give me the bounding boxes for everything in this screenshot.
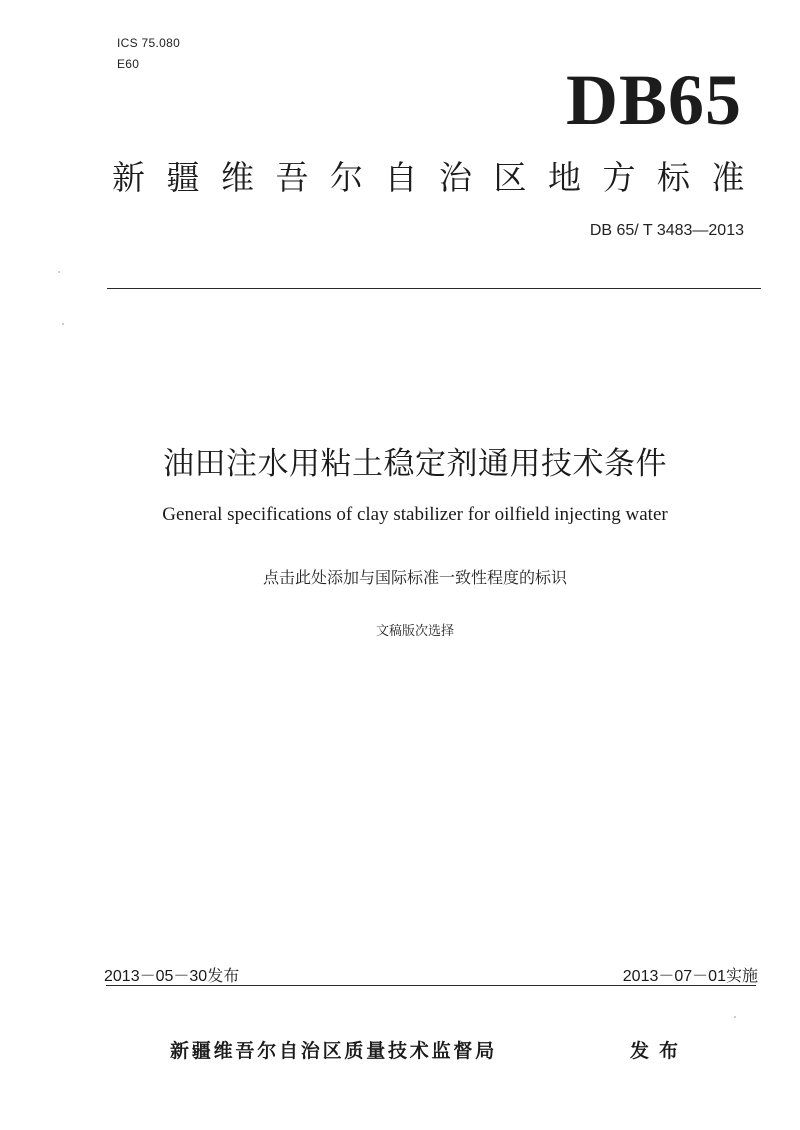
consistency-note: 点击此处添加与国际标准一致性程度的标识 — [262, 568, 567, 587]
publish-label: 发布 — [630, 1040, 689, 1062]
issue-date: 2013－05－30 — [104, 968, 208, 985]
document-title-chinese: 油田注水用粘土稳定剂通用技术条件 — [163, 446, 667, 482]
scan-speck — [62, 323, 64, 325]
issue-date-line — [104, 963, 239, 986]
document-title-english: General specifications of clay stabilizer for oilfield injecting water — [162, 504, 668, 525]
bottom-divider — [106, 985, 756, 986]
draft-version: 文稿版次选择 — [375, 624, 454, 639]
implementation-date: 2013－07－01 — [622, 968, 726, 985]
implementation-date-line — [623, 963, 758, 986]
standard-category-title: 新疆维吾尔自治区地方标准 — [112, 158, 766, 197]
scan-speck — [734, 1016, 736, 1018]
standard-code-logo: DB65 — [565, 60, 742, 140]
issue-label: 发布 — [207, 966, 240, 985]
scan-speck — [58, 271, 60, 273]
issuing-authority: 新疆维吾尔自治区质量技术监督局 — [170, 1040, 498, 1062]
top-divider — [107, 288, 761, 289]
standard-number: DB 65/ T 3483—2013 — [589, 222, 744, 239]
implementation-label: 实施 — [725, 966, 758, 985]
ics-code: ICS 75.080 — [117, 36, 181, 50]
ccs-code: E60 — [117, 57, 140, 71]
